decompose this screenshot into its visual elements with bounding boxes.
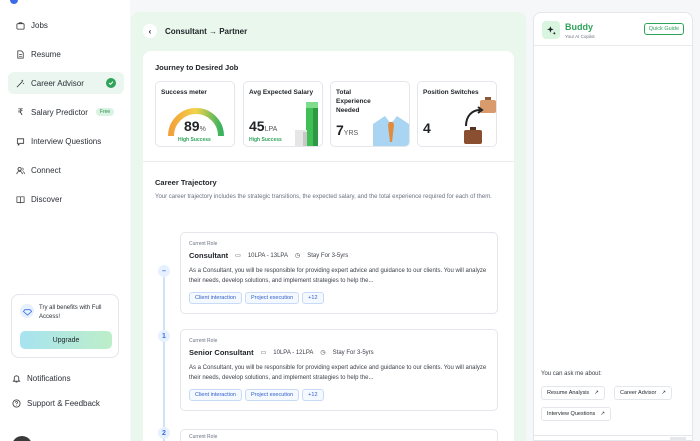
users-icon (16, 166, 25, 175)
section-divider (143, 161, 514, 162)
bell-icon (12, 374, 21, 383)
check-icon (106, 78, 116, 88)
total-experience-card (330, 81, 410, 147)
timeline-line (163, 273, 165, 441)
sidebar-item-label: Discover (31, 194, 63, 204)
avg-salary-card (243, 81, 323, 147)
journey-title: Journey to Desired Job (155, 63, 239, 72)
switches-value: 4 (423, 120, 431, 136)
arrow-up-right-icon: ↗ (594, 390, 599, 396)
sidebar-item-label: Jobs (31, 20, 48, 30)
buddy-subtitle: Your AI Copilot (565, 34, 595, 39)
breadcrumb-text: Consultant → Partner (165, 26, 248, 36)
main-panel (131, 12, 526, 441)
skill-chip[interactable]: Client interaction (189, 389, 242, 401)
role-label: Current Role (189, 338, 218, 344)
suggestion-label: Resume Analysis (547, 390, 590, 396)
send-button[interactable] (670, 437, 686, 441)
book-icon (16, 195, 25, 204)
journey-card (143, 51, 514, 441)
experience-value: 7YRS (336, 122, 359, 138)
rupee-icon: ₹ (17, 106, 24, 117)
metric-title: Position Switches (423, 89, 479, 96)
notifications-label: Notifications (27, 374, 71, 383)
more-skills-chip[interactable]: +12 (302, 292, 323, 304)
shirt-tie-icon (371, 110, 410, 147)
role-label: Current Role (189, 241, 218, 247)
buddy-panel (533, 12, 693, 441)
chevron-left-icon: ‹ (148, 26, 152, 36)
buddy-header (534, 13, 692, 46)
sidebar-item-label: Connect (31, 165, 61, 175)
salary-sub: High Success (249, 137, 282, 143)
success-value: 89% (184, 118, 206, 134)
document-icon (16, 50, 25, 59)
notifications-link[interactable] (12, 374, 71, 383)
suggestion-resume-analysis[interactable] (541, 386, 605, 400)
trajectory-title: Career Trajectory (155, 178, 217, 187)
support-feedback-link[interactable] (12, 399, 100, 408)
clock-icon: ◷ (320, 350, 326, 356)
timeline-marker: – (158, 265, 170, 277)
sidebar-item-career-advisor[interactable] (8, 72, 124, 94)
suggestion-label: Career Advisor (620, 390, 657, 396)
sidebar-item-label: Salary Predictor (31, 107, 88, 117)
support-label: Support & Feedback (27, 399, 100, 408)
buddy-name: Buddy (565, 22, 593, 32)
free-badge: Free (96, 108, 114, 116)
avatar[interactable] (12, 436, 32, 441)
chat-icon (16, 137, 25, 146)
suggestion-interview-questions[interactable] (541, 407, 611, 421)
metric-title: Success meter (161, 89, 207, 96)
sidebar (0, 0, 130, 441)
clock-icon: ◷ (294, 253, 301, 259)
logo (10, 0, 18, 4)
salary-value: 45LPA (249, 118, 278, 134)
metric-title: Avg Expected Salary (249, 89, 314, 96)
role-name: Senior Consultant (189, 348, 254, 357)
success-sub: High Success (178, 137, 211, 143)
sidebar-item-jobs[interactable] (8, 14, 124, 36)
position-switches-card (417, 81, 497, 147)
role-card[interactable] (180, 429, 498, 441)
trajectory-description: Your career trajectory includes the strategic transitions, the expected salary, and the total experience required for each of them. (155, 194, 492, 200)
sidebar-item-salary-predictor[interactable] (8, 101, 124, 123)
chat-input[interactable] (534, 435, 692, 441)
upgrade-button[interactable]: Upgrade (20, 331, 112, 349)
role-header (189, 348, 374, 357)
sidebar-item-resume[interactable] (8, 43, 124, 65)
money-icon: ▭ (235, 253, 241, 259)
role-label: Current Role (189, 434, 218, 440)
role-stay: Stay For 3-5yrs (332, 349, 374, 356)
breadcrumb (143, 24, 247, 38)
arrow-up-right-icon: ↗ (600, 411, 605, 417)
role-name: Consultant (189, 251, 229, 260)
skill-chip[interactable]: Client interaction (189, 292, 242, 304)
skill-chip[interactable]: Project execution (245, 389, 299, 401)
briefcase-icon (16, 21, 25, 30)
metric-title: Total Experience Needed (336, 89, 371, 114)
sidebar-item-connect[interactable] (8, 159, 124, 181)
money-stack-icon (294, 100, 322, 147)
back-button[interactable] (143, 24, 157, 38)
suggestion-career-advisor[interactable] (614, 386, 672, 400)
skill-chips (189, 292, 324, 304)
role-card[interactable] (180, 329, 498, 411)
role-salary: 10LPA - 13LPA (247, 252, 288, 259)
sidebar-item-interview-questions[interactable] (8, 130, 124, 152)
skill-chips (189, 389, 324, 401)
briefcase-switch-icon (458, 96, 497, 147)
sparkle-icon (542, 21, 560, 39)
ask-label: You can ask me about: (541, 371, 602, 377)
timeline-marker: 1 (158, 330, 170, 342)
upgrade-promo (11, 294, 119, 358)
sidebar-item-label: Career Advisor (31, 78, 84, 88)
help-icon (12, 399, 21, 408)
timeline-marker: 2 (158, 427, 170, 439)
suggestion-label: Interview Questions (547, 411, 596, 417)
sidebar-item-discover[interactable] (8, 188, 124, 210)
sidebar-item-label: Interview Questions (31, 136, 102, 146)
role-description: As a Consultant, you will be responsible for providing expert advice and guidance to our clients. You will analyze their needs, develop solutions, and implement strategies to help the... (189, 268, 487, 284)
promo-text: Try all benefits with Full Access! (39, 305, 102, 320)
sidebar-item-label: Resume (31, 49, 61, 59)
role-salary: 10LPA - 12LPA (273, 349, 314, 356)
role-stay: Stay For 3-5yrs (307, 252, 349, 259)
role-card[interactable] (180, 232, 498, 314)
money-icon: ▭ (260, 350, 267, 356)
magic-wand-icon (16, 79, 25, 88)
skill-chip[interactable]: Project execution (245, 292, 299, 304)
quick-guide-button[interactable]: Quick Guide (644, 23, 684, 35)
role-description: As a Consultant, you will be responsible for providing expert advice and guidance to our clients. You will analyze their needs, develop solutions, and implement strategies to help the... (189, 365, 487, 381)
role-header (189, 251, 348, 260)
success-meter-card (155, 81, 235, 147)
more-skills-chip[interactable]: +12 (302, 389, 323, 401)
diamond-icon (20, 304, 34, 318)
arrow-up-right-icon: ↗ (661, 390, 666, 396)
